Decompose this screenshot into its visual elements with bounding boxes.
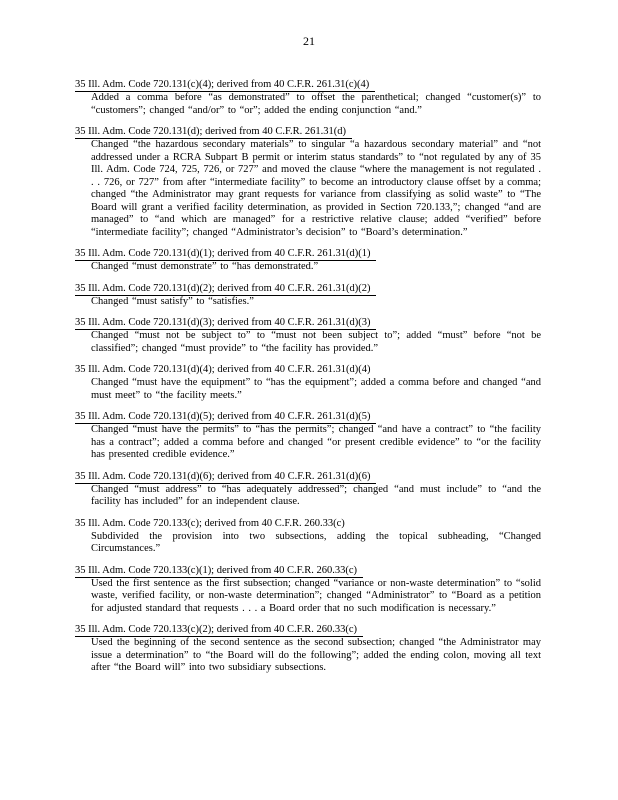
citation-entry [75, 278, 541, 309]
citation-entry [75, 560, 541, 616]
citation-heading: 35 Ill. Adm. Code 720.131(d); derived from 40 C.F.R. 261.31(d) [75, 126, 352, 139]
citation-entry [75, 243, 541, 274]
citation-note: Changed “must have the permits” to “has the permits”; changed “and have a contract” to “the facility has a contract”; added a comma before and changed “or present credible evidence” to “or the facility has presented credible evidence.” [91, 424, 541, 460]
citation-note: Used the first sentence as the first subsection; changed “variance or non-waste determination” to “solid waste, verified facility, or non-waste determination”; changed “Administrator” to “Board as a petition for adjusted standard that requests . . . a Board order that no such modification is necessary.” [91, 577, 541, 614]
citation-entry [75, 359, 541, 402]
citation-entry [75, 121, 541, 239]
citation-entry [75, 312, 541, 355]
citation-heading: 35 Ill. Adm. Code 720.131(d)(1); derived from 40 C.F.R. 261.31(d)(1) [75, 248, 376, 261]
citation-note: Added a comma before “as demonstrated” to offset the parenthetical; changed “customer(s)” to “customers”; changed “and/or” to “or”; added the ending conjunction “and.” [91, 92, 541, 116]
citation-note: Changed “the hazardous secondary materials” to singular “a hazardous secondary material” and “not addressed under a RCRA Subpart B permit or interim status standards” to “not regulated by any of 35 Ill. Adm. Code 724, 725, 726, or 727” and moved the clause “where the management is not regulated . . . 726, or 727” from after “intermediate facility” to become an introductory clause offset by a comma; changed “the Administrator may grant requests for variance from classifying as solid waste” to “The Board will grant a verified facility determination, as provided in Section 720.133,”; changed “and are managed” to “and which are managed” for a restrictive relative clause; added “verified” before “intermediate facility”; changed “Administrator’s decision” to “Board’s determination.” [91, 139, 541, 238]
citation-entry [75, 406, 541, 462]
citation-heading: 35 Ill. Adm. Code 720.131(d)(4); derived from 40 C.F.R. 261.31(d)(4) [75, 364, 371, 375]
citation-note: Changed “must have the equipment” to “has the equipment”; added a comma before and changed “and must meet” to “the facility meets.” [91, 377, 541, 401]
citation-heading: 35 Ill. Adm. Code 720.131(d)(3); derived from 40 C.F.R. 261.31(d)(3) [75, 317, 376, 330]
citation-note: Used the beginning of the second sentence as the second subsection; changed “the Administrator may issue a determination” to “the Board will do the following”; added the ending colon, moving all text after “the Board will” into two subsidiary subsections. [91, 637, 541, 673]
citation-note: Subdivided the provision into two subsections, adding the topical subheading, “Changed Circumstances.” [91, 530, 541, 554]
citation-entry [75, 466, 541, 509]
citation-note: Changed “must not be subject to” to “must not been subject to”; added “must” before “not be classified”; changed “must provide” to “the facility has provided.” [91, 330, 541, 354]
citation-entry [75, 74, 541, 117]
citation-heading: 35 Ill. Adm. Code 720.133(c); derived from 40 C.F.R. 260.33(c) [75, 517, 345, 529]
citation-heading: 35 Ill. Adm. Code 720.131(c)(4); derived from 40 C.F.R. 261.31(c)(4) [75, 79, 375, 92]
entry-list [75, 74, 541, 679]
citation-heading: 35 Ill. Adm. Code 720.133(c)(1); derived from 40 C.F.R. 260.33(c) [75, 565, 363, 578]
citation-heading: 35 Ill. Adm. Code 720.133(c)(2); derived from 40 C.F.R. 260.33(c) [75, 624, 363, 637]
citation-heading: 35 Ill. Adm. Code 720.131(d)(6); derived from 40 C.F.R. 261.31(d)(6) [75, 471, 376, 484]
citation-entry [75, 619, 541, 675]
citation-heading: 35 Ill. Adm. Code 720.131(d)(2); derived from 40 C.F.R. 261.31(d)(2) [75, 283, 376, 296]
citation-entry [75, 513, 541, 556]
citation-heading: 35 Ill. Adm. Code 720.131(d)(5); derived from 40 C.F.R. 261.31(d)(5) [75, 411, 376, 424]
citation-note: Changed “must demonstrate” to “has demonstrated.” [91, 261, 319, 272]
citation-note: Changed “must address” to “has adequately addressed”; changed “and must include” to “and the facility has included” for an independent clause. [91, 483, 541, 507]
citation-note: Changed “must satisfy” to “satisfies.” [91, 295, 254, 307]
page-number: 21 [303, 34, 315, 48]
